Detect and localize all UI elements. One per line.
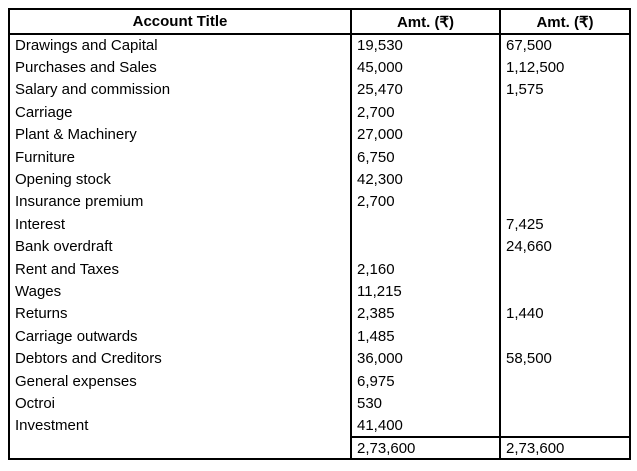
- account-title-cell: Purchases and Sales: [9, 56, 351, 78]
- debit-amount-cell: 2,700: [351, 191, 500, 213]
- credit-amount-cell: 58,500: [500, 347, 630, 369]
- debit-amount-cell: 27,000: [351, 124, 500, 146]
- table-row: [9, 56, 630, 78]
- debit-amount-cell: 2,385: [351, 303, 500, 325]
- account-title-cell: Bank overdraft: [9, 236, 351, 258]
- debit-amount-cell: 6,975: [351, 370, 500, 392]
- account-title-cell: Drawings and Capital: [9, 34, 351, 56]
- account-title-cell: Investment: [9, 415, 351, 437]
- table-row: [9, 168, 630, 190]
- debit-amount-cell: 25,470: [351, 79, 500, 101]
- credit-amount-cell: [500, 146, 630, 168]
- credit-amount-cell: [500, 280, 630, 302]
- credit-amount-cell: [500, 101, 630, 123]
- debit-amount-cell: 2,160: [351, 258, 500, 280]
- account-title-cell: Returns: [9, 303, 351, 325]
- debit-amount-cell: 11,215: [351, 280, 500, 302]
- debit-amount-cell: 45,000: [351, 56, 500, 78]
- account-title-cell: Debtors and Creditors: [9, 347, 351, 369]
- debit-amount-cell: 19,530: [351, 34, 500, 56]
- account-title-cell: Octroi: [9, 392, 351, 414]
- table-row: [9, 79, 630, 101]
- account-title-cell: Interest: [9, 213, 351, 235]
- debit-amount-cell: 2,700: [351, 101, 500, 123]
- table-row: [9, 101, 630, 123]
- account-title-cell: Salary and commission: [9, 79, 351, 101]
- credit-amount-cell: 67,500: [500, 34, 630, 56]
- debit-amount-cell: [351, 213, 500, 235]
- debit-amount-cell: 1,485: [351, 325, 500, 347]
- debit-amount-cell: [351, 236, 500, 258]
- account-title-cell: Insurance premium: [9, 191, 351, 213]
- account-title-cell: Furniture: [9, 146, 351, 168]
- table-row: [9, 34, 630, 56]
- credit-amount-cell: 24,660: [500, 236, 630, 258]
- debit-amount-cell: 36,000: [351, 347, 500, 369]
- table-row: [9, 370, 630, 392]
- table-row: [9, 258, 630, 280]
- credit-amount-cell: 1,12,500: [500, 56, 630, 78]
- total-credit-cell: 2,73,600: [500, 437, 630, 459]
- debit-amount-cell: 6,750: [351, 146, 500, 168]
- account-title-cell: Carriage outwards: [9, 325, 351, 347]
- header-row: [9, 9, 630, 34]
- table-row: [9, 124, 630, 146]
- account-title-cell: Carriage: [9, 101, 351, 123]
- column-header-amount-debit: Amt. (₹): [351, 9, 500, 34]
- trial-balance-table: [8, 8, 631, 460]
- table-header: [9, 9, 630, 34]
- credit-amount-cell: [500, 392, 630, 414]
- table-row: [9, 213, 630, 235]
- credit-amount-cell: 7,425: [500, 213, 630, 235]
- debit-amount-cell: 530: [351, 392, 500, 414]
- debit-amount-cell: 41,400: [351, 415, 500, 437]
- table-row: [9, 392, 630, 414]
- credit-amount-cell: 1,575: [500, 79, 630, 101]
- credit-amount-cell: [500, 415, 630, 437]
- credit-amount-cell: [500, 325, 630, 347]
- table-row: [9, 303, 630, 325]
- table-row: [9, 280, 630, 302]
- table-row: [9, 347, 630, 369]
- credit-amount-cell: [500, 124, 630, 146]
- account-title-cell: General expenses: [9, 370, 351, 392]
- table-row: [9, 146, 630, 168]
- table-row: [9, 415, 630, 437]
- table-body: [9, 34, 630, 459]
- credit-amount-cell: [500, 168, 630, 190]
- account-title-cell: Plant & Machinery: [9, 124, 351, 146]
- total-debit-cell: 2,73,600: [351, 437, 500, 459]
- credit-amount-cell: [500, 258, 630, 280]
- total-title-cell: [9, 437, 351, 459]
- account-title-cell: Opening stock: [9, 168, 351, 190]
- column-header-account-title: Account Title: [9, 9, 351, 34]
- column-header-amount-credit: Amt. (₹): [500, 9, 630, 34]
- table-row: [9, 236, 630, 258]
- credit-amount-cell: [500, 191, 630, 213]
- credit-amount-cell: [500, 370, 630, 392]
- account-title-cell: Wages: [9, 280, 351, 302]
- total-row: [9, 437, 630, 459]
- debit-amount-cell: 42,300: [351, 168, 500, 190]
- credit-amount-cell: 1,440: [500, 303, 630, 325]
- account-title-cell: Rent and Taxes: [9, 258, 351, 280]
- table-row: [9, 325, 630, 347]
- table-row: [9, 191, 630, 213]
